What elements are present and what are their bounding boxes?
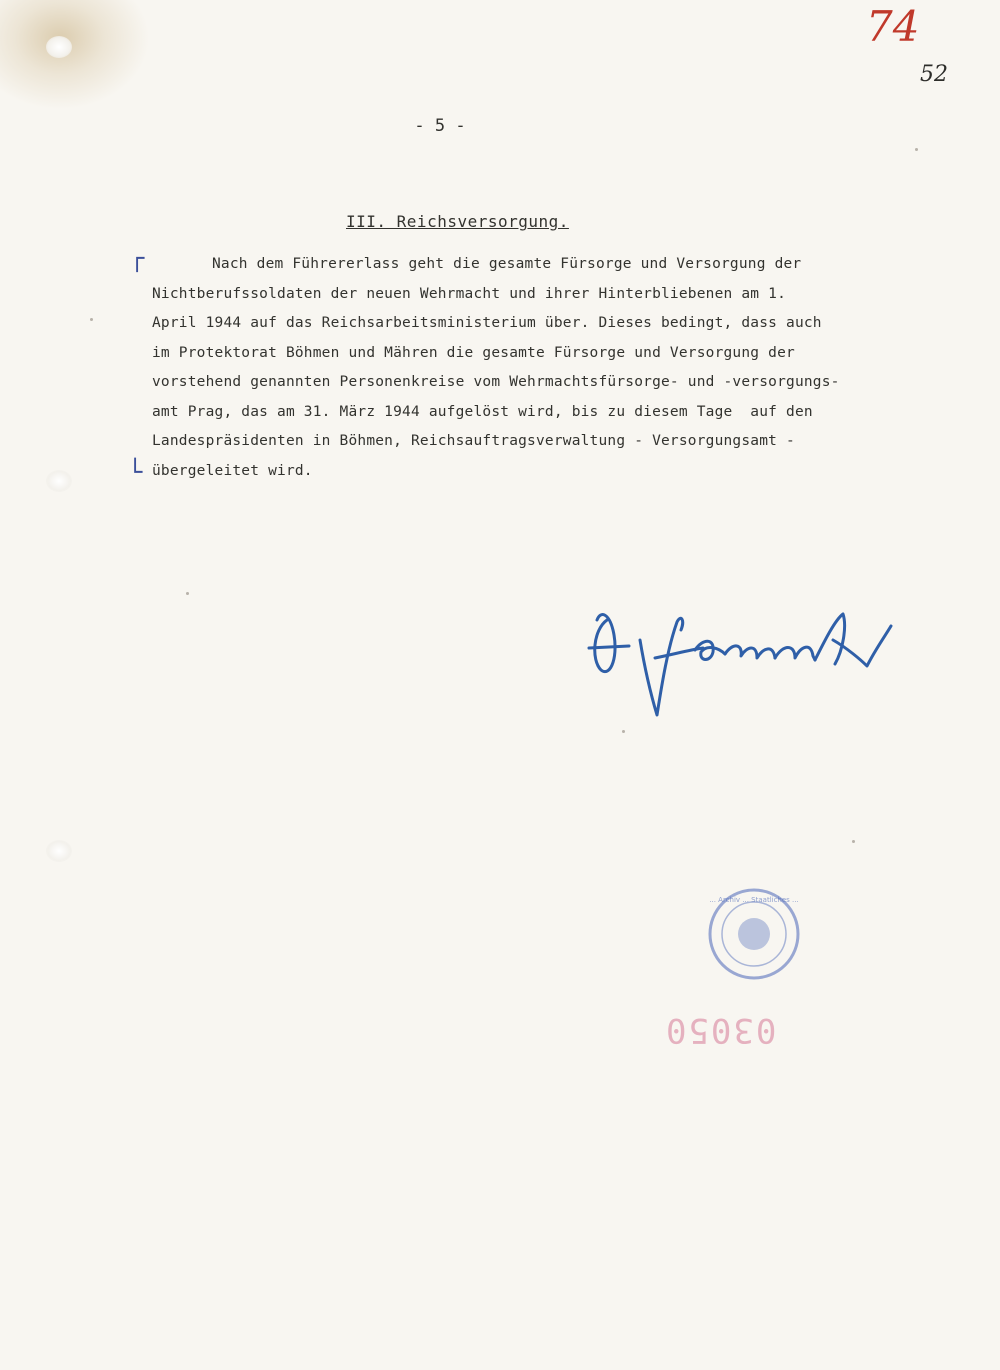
archive-seal — [704, 884, 804, 984]
margin-bracket-open: ┌ — [130, 244, 145, 272]
secondary-folio-number: 52 — [920, 62, 948, 87]
paper-stain — [0, 0, 150, 110]
stamp-number: 03050 — [664, 1010, 777, 1050]
punch-hole-top — [46, 36, 72, 58]
paper-speck — [915, 148, 918, 151]
paper-speck — [186, 592, 189, 595]
punch-hole-middle — [46, 470, 72, 492]
section-heading: III. Reichsversorgung. — [346, 212, 569, 231]
paragraph-line: übergeleitet wird. — [152, 462, 313, 479]
paper-speck — [90, 318, 93, 321]
paper-speck — [852, 840, 855, 843]
paragraph-line: Landespräsidenten in Böhmen, Reichsauftragsverwaltung - Versorgungsamt - — [152, 433, 795, 449]
page-number: - 5 - — [414, 116, 466, 136]
body-paragraph — [152, 250, 952, 486]
punch-hole-lower — [46, 840, 72, 862]
paragraph-line: vorstehend genannten Personenkreise vom Wehrmachtsfürsorge- und -versorgungs- — [152, 374, 840, 390]
paper-speck — [622, 730, 625, 733]
folio-number: 74 — [866, 2, 920, 51]
seal-text: ... Archiv ... Staatliches ... — [709, 896, 799, 904]
paragraph-line: April 1944 auf das Reichsarbeitsministerium über. Dieses bedingt, dass auch — [152, 315, 822, 331]
margin-bracket-close: └ — [128, 458, 143, 486]
paragraph-line: im Protektorat Böhmen und Mähren die gesamte Fürsorge und Versorgung der — [152, 344, 795, 361]
paragraph-line: amt Prag, das am 31. März 1944 aufgelöst wird, bis zu diesem Tage auf den — [152, 403, 813, 420]
handwritten-signature — [585, 600, 895, 730]
paragraph-line: Nach dem Führererlass geht die gesamte Fürsorge und Versorgung der — [212, 256, 802, 272]
paragraph-line: Nichtberufssoldaten der neuen Wehrmacht und ihrer Hinterbliebenen am 1. — [152, 285, 787, 302]
